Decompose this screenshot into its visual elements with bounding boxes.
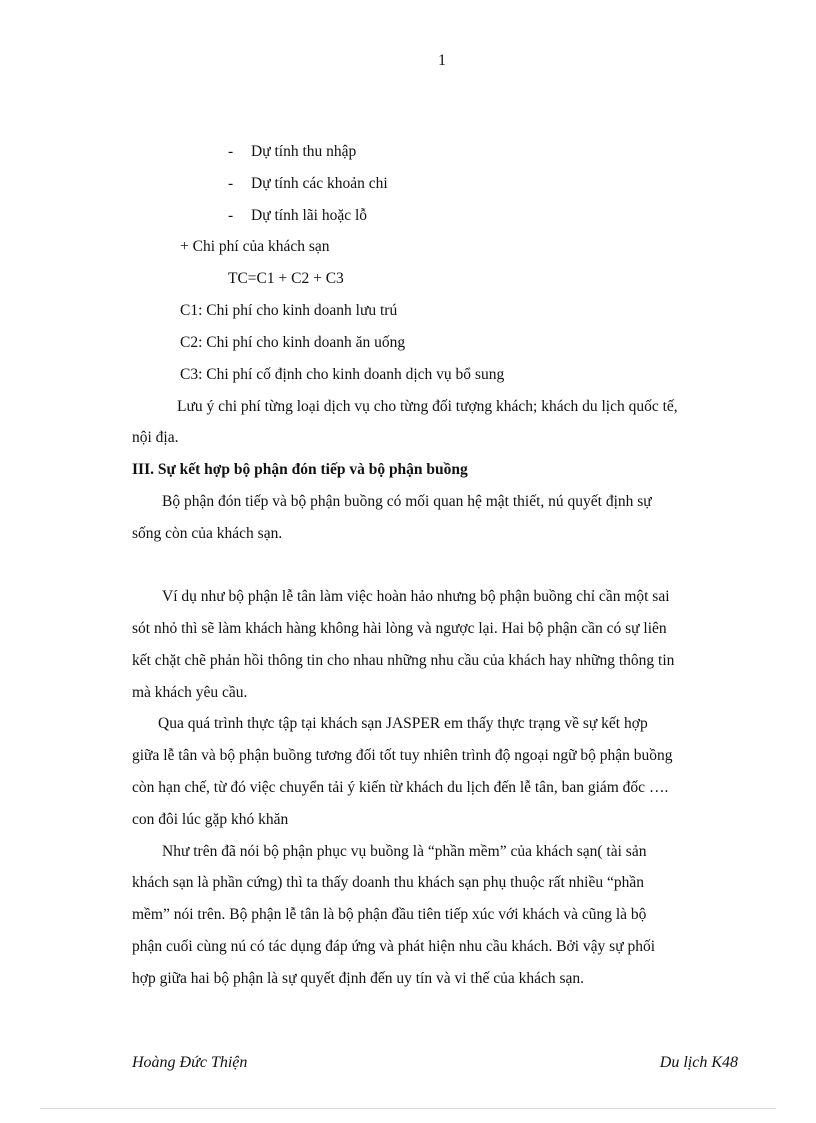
note-line: Lưu ý chi phí từng loại dịch vụ cho từng đối tượng khách; khách du lịch quốc tế, — [177, 398, 678, 415]
paragraph-line: Như trên đã nói bộ phận phục vụ buồng là “phần mềm” của khách sạn( tài sản — [162, 843, 647, 860]
cost-item: C1: Chi phí cho kinh doanh lưu trú — [180, 302, 398, 319]
footer-class: Du lịch K48 — [659, 1054, 738, 1071]
cost-formula: TC=C1 + C2 + C3 — [228, 270, 344, 287]
paragraph-line: còn hạn chế, từ đó việc chuyển tải ý kiến từ khách du lịch đến lễ tân, ban giám đốc …. — [132, 779, 669, 796]
bullet-marker: - — [228, 207, 234, 224]
paragraph-line: Bộ phận đón tiếp và bộ phận buồng có mối quan hệ mật thiết, nú quyết định sự — [162, 493, 652, 510]
cost-item: C3: Chi phí cố định cho kinh doanh dịch vụ bổ sung — [180, 366, 505, 383]
paragraph-line: Ví dụ như bộ phận lễ tân làm việc hoàn hảo nhưng bộ phận buồng chỉ cần một sai — [162, 588, 670, 605]
bullet-text: Dự tính thu nhập — [251, 143, 357, 160]
footer-author: Hoàng Đức Thiện — [132, 1054, 248, 1071]
paragraph-line: phận cuối cùng nú có tác dụng đáp ứng và phát hiện nhu cầu khách. Bởi vậy sự phối — [132, 938, 656, 955]
paragraph-line: sót nhỏ thì sẽ làm khách hàng không hài lòng và ngược lại. Hai bộ phận cần có sự liên — [132, 620, 667, 637]
paragraph-line: mà khách yêu cầu. — [132, 684, 248, 701]
cost-heading: + Chi phí của khách sạn — [180, 238, 330, 255]
bullet-marker: - — [228, 143, 234, 160]
paragraph-line: khách sạn là phần cứng) thì ta thấy doanh thu khách sạn phụ thuộc rất nhiều “phần — [132, 874, 644, 891]
note-line: nội địa. — [132, 429, 179, 446]
cost-item: C2: Chi phí cho kinh doanh ăn uống — [180, 334, 406, 351]
page-number: 1 — [438, 52, 446, 69]
paragraph-line: sống còn của khách sạn. — [132, 525, 283, 542]
bullet-text: Dự tính các khoản chi — [251, 175, 388, 192]
paragraph-line: Qua quá trình thực tập tại khách sạn JASPER em thấy thực trạng về sự kết hợp — [158, 715, 648, 732]
paragraph-line: con đôi lúc gặp khó khăn — [132, 811, 289, 828]
bullet-marker: - — [228, 175, 234, 192]
page-bottom-rule — [40, 1108, 776, 1109]
paragraph-line: hợp giữa hai bộ phận là sự quyết định đến uy tín và vi thế của khách sạn. — [132, 970, 585, 987]
paragraph-line: giữa lễ tân và bộ phận buồng tương đối tốt tuy nhiên trình độ ngoại ngữ bộ phận buồng — [132, 747, 673, 764]
paragraph-line: mềm” nói trên. Bộ phận lễ tân là bộ phận đầu tiên tiếp xúc với khách và cũng là bộ — [132, 906, 647, 923]
section-heading: III. Sự kết hợp bộ phận đón tiếp và bộ phận buồng — [132, 461, 468, 478]
paragraph-line: kết chặt chẽ phản hồi thông tin cho nhau những nhu cầu của khách hay những thông tin — [132, 652, 675, 669]
bullet-text: Dự tính lãi hoặc lỗ — [251, 207, 368, 224]
